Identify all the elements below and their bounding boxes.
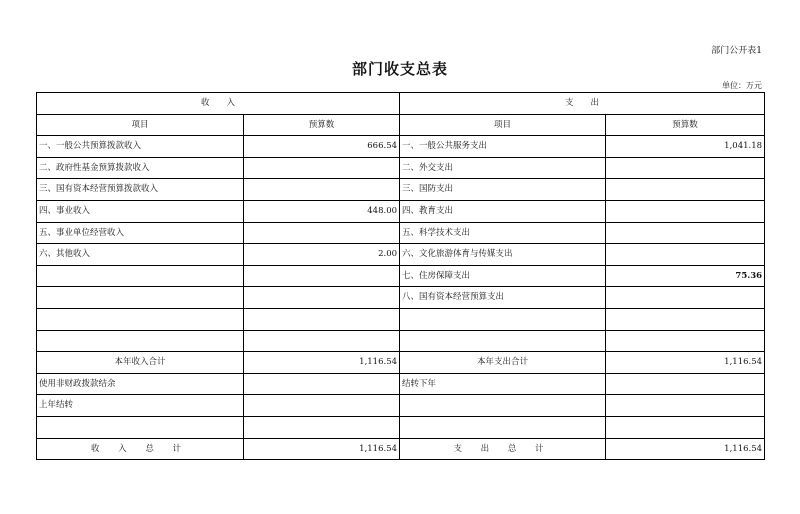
expense-item-cell [400,416,606,438]
table-row [37,395,765,417]
expense-amount-cell [606,179,765,201]
expense-year-total-amount: 1,116.54 [606,352,765,374]
table-row [37,416,765,438]
income-item-cell [37,330,244,352]
page-title: 部门收支总表 [351,60,448,78]
expense-amount-cell [606,287,765,309]
expense-amount-cell [606,373,765,395]
expense-item-cell: 三、国防支出 [400,179,606,201]
expense-item-cell [400,395,606,417]
expense-item-header: 项目 [400,114,606,136]
income-amount-cell: 2.00 [244,244,400,266]
income-item-cell: 五、事业单位经营收入 [37,222,244,244]
form-number: 部门公开表1 [711,46,762,56]
income-item-cell [37,308,244,330]
table-row [37,244,765,266]
income-grand-total-label: 收 入 总 计 [37,438,244,460]
expense-amount-header: 预算数 [606,114,765,136]
income-amount-cell [244,287,400,309]
expense-item-cell: 四、教育支出 [400,200,606,222]
expense-amount-cell [606,244,765,266]
year-total-row [37,352,765,374]
income-expense-table [36,92,765,460]
expense-amount-cell [606,395,765,417]
income-item-cell [37,287,244,309]
table-row [37,330,765,352]
income-amount-header: 预算数 [244,114,400,136]
income-amount-cell: 448.00 [244,200,400,222]
expense-item-cell: 八、国有资本经营预算支出 [400,287,606,309]
income-item-cell: 上年结转 [37,395,244,417]
expense-amount-cell: 75.36 [606,265,765,287]
income-amount-cell [244,330,400,352]
income-amount-cell [244,395,400,417]
income-section-header: 收 入 [37,93,400,115]
expense-amount-cell [606,157,765,179]
income-item-cell: 使用非财政拨款结余 [37,373,244,395]
expense-amount-cell [606,308,765,330]
expense-item-cell [400,308,606,330]
table-row [37,308,765,330]
income-amount-cell [244,179,400,201]
column-header-row [37,114,765,136]
table-row [37,136,765,158]
expense-item-cell [400,330,606,352]
table-row [37,222,765,244]
income-amount-cell [244,265,400,287]
expense-amount-cell [606,330,765,352]
unit-label: 单位：万元 [722,81,762,90]
expense-item-cell: 五、科学技术支出 [400,222,606,244]
expense-item-cell: 结转下年 [400,373,606,395]
table-row [37,287,765,309]
expense-item-cell: 一、一般公共服务支出 [400,136,606,158]
expense-item-cell: 七、住房保障支出 [400,265,606,287]
expense-item-cell: 六、文化旅游体育与传媒支出 [400,244,606,266]
income-amount-cell [244,416,400,438]
grand-total-row [37,438,765,460]
table-row [37,265,765,287]
income-item-cell: 一、一般公共预算拨款收入 [37,136,244,158]
expense-item-cell: 二、外交支出 [400,157,606,179]
income-item-cell: 三、国有资本经营预算拨款收入 [37,179,244,201]
income-item-cell: 四、事业收入 [37,200,244,222]
expense-amount-cell: 1,041.18 [606,136,765,158]
expense-amount-cell [606,222,765,244]
table-row [37,200,765,222]
table-row [37,157,765,179]
expense-amount-cell [606,200,765,222]
income-item-cell: 二、政府性基金预算拨款收入 [37,157,244,179]
income-grand-total-amount: 1,116.54 [244,438,400,460]
income-amount-cell [244,222,400,244]
income-amount-cell [244,308,400,330]
income-amount-cell [244,373,400,395]
income-amount-cell [244,157,400,179]
table-row [37,179,765,201]
expense-amount-cell [606,416,765,438]
income-year-total-label: 本年收入合计 [37,352,244,374]
expense-grand-total-label: 支 出 总 计 [400,438,606,460]
income-item-cell [37,265,244,287]
expense-section-header: 支 出 [400,93,765,115]
income-item-cell [37,416,244,438]
table-row [37,373,765,395]
expense-year-total-label: 本年支出合计 [400,352,606,374]
income-item-header: 项目 [37,114,244,136]
income-item-cell: 六、其他收入 [37,244,244,266]
section-header-row [37,93,765,115]
income-year-total-amount: 1,116.54 [244,352,400,374]
income-amount-cell: 666.54 [244,136,400,158]
expense-grand-total-amount: 1,116.54 [606,438,765,460]
